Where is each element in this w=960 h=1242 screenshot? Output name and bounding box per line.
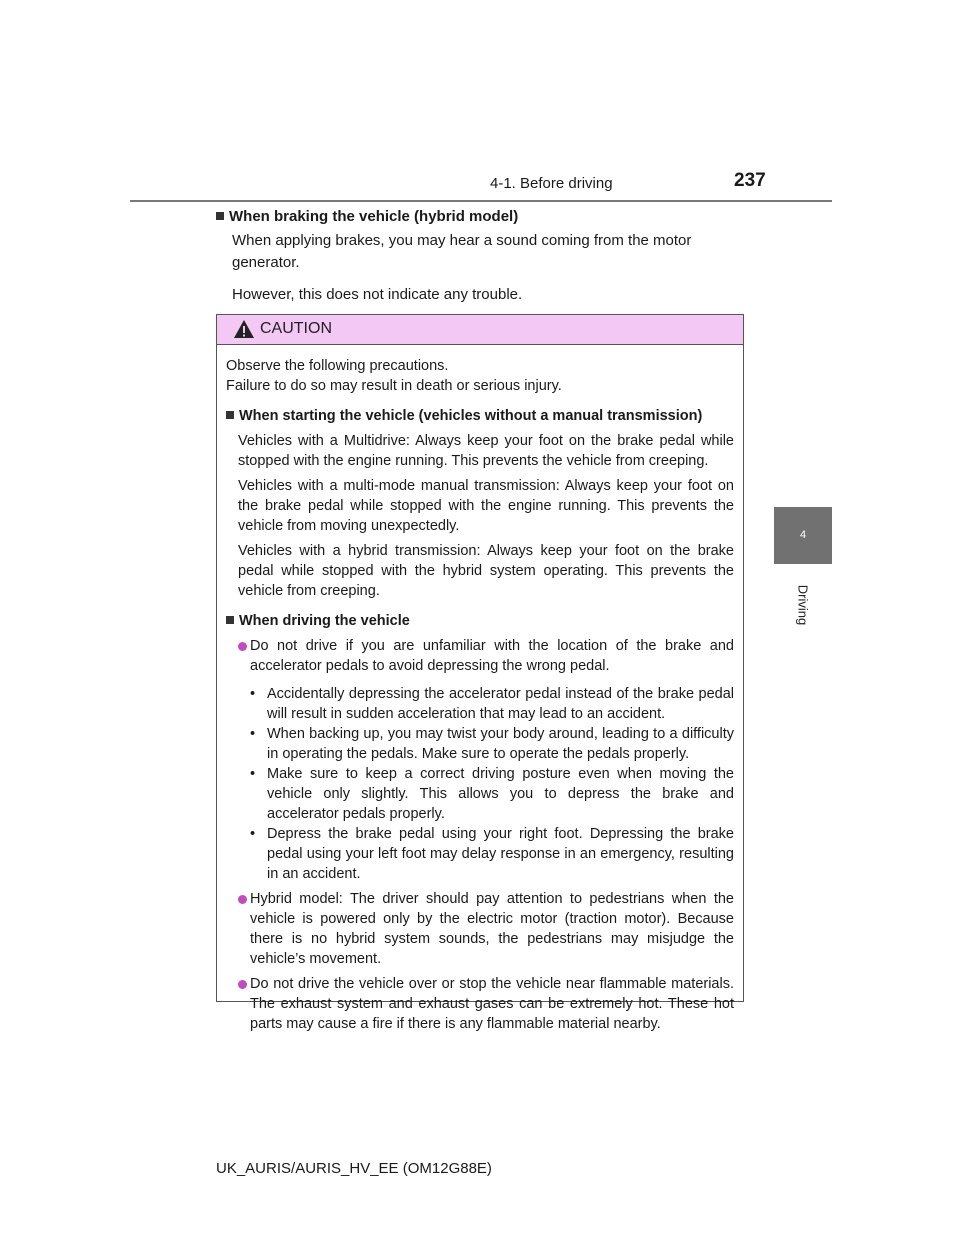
caution-header bbox=[217, 315, 743, 345]
starting-paragraph-2: Vehicles with a multi-mode manual transmission: Always keep your foot on the brake pedal while stopped with the engine running. This prevents the vehicle from moving unexpectedly. bbox=[238, 478, 734, 534]
chapter-label bbox=[771, 575, 835, 635]
header-divider bbox=[130, 200, 832, 202]
square-bullet-icon bbox=[226, 411, 234, 419]
driving-subitem-2: • When backing up, you may twist your body around, leading to a difficulty in operating the pedals. Make sure to operate the pedals properly. bbox=[250, 724, 734, 764]
section-heading-starting bbox=[226, 406, 734, 426]
chapter-tab: 4 bbox=[774, 507, 832, 564]
caution-intro-1: Observe the following precautions. bbox=[226, 358, 449, 374]
document-code: UK_AURIS/AURIS_HV_EE (OM12G88E) bbox=[216, 1160, 492, 1177]
driving-subitem-4: • Depress the brake pedal using your right foot. Depressing the brake pedal using your left foot may delay response in an emergency, resulting in an accident. bbox=[250, 824, 734, 884]
intro-section bbox=[216, 206, 746, 316]
warning-triangle-icon bbox=[233, 319, 255, 339]
driving-item-2: Hybrid model: The driver should pay attention to pedestrians when the vehicle is powered only by the electric motor (traction motor). Because there is no hybrid system sounds, the pedestrians may misjudge the vehicle’s movement. bbox=[238, 889, 734, 969]
square-bullet-icon bbox=[226, 616, 234, 624]
section-heading-driving-text: When driving the vehicle bbox=[239, 613, 410, 629]
section-heading-driving bbox=[226, 611, 734, 631]
chapter-label-text: Driving bbox=[795, 584, 811, 626]
starting-paragraph-1: Vehicles with a Multidrive: Always keep your foot on the brake pedal while stopped with the engine running. This prevents the vehicle from creeping. bbox=[238, 433, 734, 469]
driving-subitem-3: • Make sure to keep a correct driving posture even when moving the vehicle only slightly. This allows you to depress the brake and accelerator pedals properly. bbox=[250, 764, 734, 824]
page-number: 237 bbox=[734, 170, 766, 191]
intro-heading-row bbox=[216, 206, 746, 228]
caution-body bbox=[217, 345, 743, 1034]
starting-paragraph-3: Vehicles with a hybrid transmission: Always keep your foot on the brake pedal while stopped with the hybrid system operating. This prevents the vehicle from creeping. bbox=[238, 543, 734, 599]
intro-heading: When braking the vehicle (hybrid model) bbox=[229, 208, 519, 225]
square-bullet-icon bbox=[216, 212, 224, 220]
intro-paragraph-1: When applying brakes, you may hear a sound coming from the motor generator. bbox=[232, 232, 692, 271]
caution-title: CAUTION bbox=[260, 320, 332, 337]
caution-box bbox=[216, 314, 744, 1032]
section-title: 4-1. Before driving bbox=[490, 175, 613, 192]
driving-subitem-1: • Accidentally depressing the accelerator pedal instead of the brake pedal will result in sudden acceleration that may lead to an accident. bbox=[250, 684, 734, 724]
intro-paragraph-2: However, this does not indicate any trouble. bbox=[232, 286, 523, 303]
caution-intro-2: Failure to do so may result in death or serious injury. bbox=[226, 378, 562, 394]
driving-item-1: Do not drive if you are unfamiliar with the location of the brake and accelerator pedals to avoid depressing the wrong pedal. bbox=[238, 636, 734, 676]
driving-item-3: Do not drive the vehicle over or stop the vehicle near flammable materials. The exhaust system and exhaust gases can be extremely hot. These hot parts may cause a fire if there is any flammable material nearby. bbox=[238, 974, 734, 1034]
section-heading-starting-text: When starting the vehicle (vehicles without a manual transmission) bbox=[239, 408, 703, 424]
